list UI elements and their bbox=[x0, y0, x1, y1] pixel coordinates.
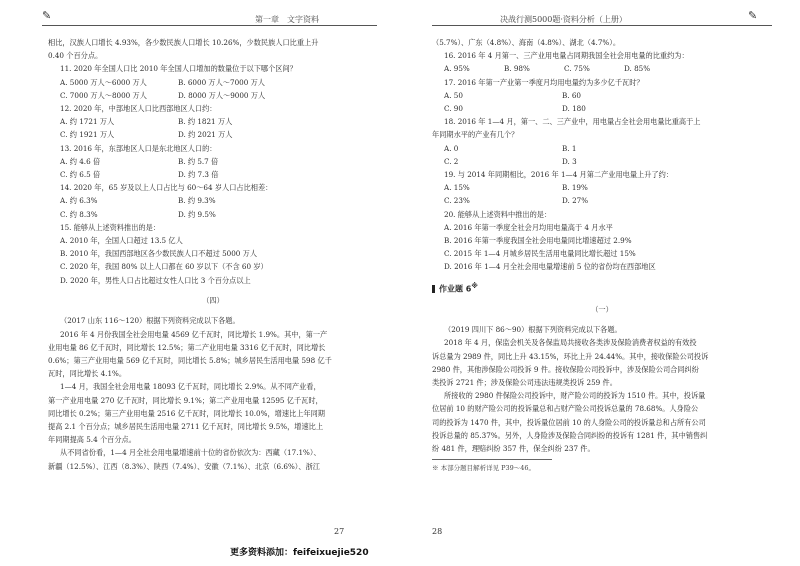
option: D. 约 9.5% bbox=[178, 209, 216, 219]
option: D. 85% bbox=[624, 64, 651, 74]
source-note: （2017 山东 116～120）根据下列资料完成以下各题。 bbox=[60, 316, 240, 326]
book-icon: ✎ bbox=[42, 9, 52, 22]
option: A. 15% bbox=[444, 183, 470, 193]
question-12: 12. 2020 年，中部地区人口比西部地区人口约： bbox=[60, 104, 217, 114]
header-book-title: 决战行测5000题·资料分析（上册） bbox=[500, 15, 627, 24]
option: D. 180 bbox=[562, 104, 586, 114]
option: A. 95% bbox=[444, 64, 470, 74]
paragraph: 提高 2.1 个百分点；城乡居民生活用电量 2711 亿千瓦时，同比增长 9.5%，增速比上 bbox=[48, 422, 324, 432]
option: C. 75% bbox=[564, 64, 590, 74]
option: C. 90 bbox=[444, 104, 463, 114]
paragraph: 0.6%；第三产业用电量 569 亿千瓦时，同比增长 5.8%；城乡居民生活用电量 598 亿千 bbox=[48, 356, 332, 366]
paragraph: 瓦时，同比增长 4.1%。 bbox=[48, 369, 127, 379]
question-11: 11. 2020 年全国人口比 2010 年全国人口增加的数量位于以下哪个区间？ bbox=[60, 64, 297, 74]
footnote: ※ 本部分题目解析详见 P39～46。 bbox=[432, 464, 536, 473]
option: D. 3 bbox=[562, 156, 577, 166]
option: A. 约 4.6 倍 bbox=[60, 156, 101, 166]
question-18-cont: 年同期水平的产业有几个？ bbox=[432, 130, 519, 140]
option: A. 2010 年，全国人口超过 13.5 亿人 bbox=[60, 236, 183, 246]
paragraph: 从不同省份看，1—4 月全社会用电量增速前十位的省份依次为：西藏（17.1%）、 bbox=[60, 448, 321, 458]
option: C. 2020 年，我国 80% 以上人口都在 60 岁以下（不含 60 岁） bbox=[60, 262, 268, 272]
page-number-right: 28 bbox=[432, 527, 443, 536]
option: B. 98% bbox=[504, 64, 530, 74]
option: D. 2016 年 1—4 月全社会用电量增速前 5 位的省份均在西部地区 bbox=[444, 262, 656, 272]
option: D. 8000 万人～9000 万人 bbox=[178, 90, 266, 100]
paragraph: 投诉总量的 85.37%。另外，人身险涉及保险合同纠纷的投诉有 1281 件，其中销售纠 bbox=[432, 430, 708, 440]
option: B. 约 5.7 倍 bbox=[178, 156, 219, 166]
option: B. 6000 万人～7000 万人 bbox=[178, 77, 265, 87]
work-title: 作业题 6 bbox=[439, 284, 472, 294]
work-section-heading bbox=[432, 280, 772, 296]
paragraph: 业用电量 86 亿千瓦时，同比增长 12.5%；第二产业用电量 3316 亿千瓦时，同比增长 bbox=[48, 342, 326, 352]
header-rule-left bbox=[42, 25, 377, 26]
paragraph: 1—4 月，我国全社会用电量 18093 亿千瓦时，同比增长 2.9%。从不同产业看， bbox=[60, 382, 321, 392]
option: B. 60 bbox=[562, 90, 581, 100]
paragraph: （5.7%）、广东（4.8%）、海南（4.8%）、湖北（4.7%）。 bbox=[432, 38, 621, 47]
paragraph: 0.40 个百分点。 bbox=[48, 51, 103, 61]
option: A. 2016 年第一季度全社会月均用电量高于 4 月水平 bbox=[444, 222, 613, 232]
option: C. 23% bbox=[444, 196, 470, 206]
option: C. 2 bbox=[444, 156, 459, 166]
paragraph: 同比增长 0.2%；第三产业用电量 2516 亿千瓦时，同比增长 10.0%，增速比上年同期 bbox=[48, 408, 325, 418]
paragraph: 2016 年 4 月份我国全社会用电量 4569 亿千瓦时，同比增长 1.9%。其中，第一产 bbox=[60, 329, 328, 339]
option: C. 约 1921 万人 bbox=[60, 130, 115, 140]
header-rule-right bbox=[432, 25, 772, 26]
option: B. 2016 年第一季度我国全社会用电量同比增速超过 2.9% bbox=[444, 236, 632, 246]
page-number-left: 27 bbox=[334, 527, 345, 536]
paragraph: 2018 年 4 月，保监会机关及各保监局共接收各类涉及保险消费者权益的有效投 bbox=[444, 338, 697, 348]
option: B. 2010 年，我国西部地区各少数民族人口不超过 5000 万人 bbox=[60, 249, 258, 259]
left-page bbox=[48, 36, 378, 473]
paragraph: 所接收的 2980 件保险公司投诉中，财产险公司的投诉为 1510 件。其中，投诉量 bbox=[444, 391, 706, 401]
question-20: 20. 能够从上述资料中推出的是： bbox=[444, 209, 552, 219]
right-page bbox=[432, 36, 772, 475]
option: D. 2020 年，男性人口占比超过女性人口比 3 个百分点以上 bbox=[60, 275, 251, 285]
work-mark: ※ bbox=[471, 281, 478, 290]
question-17: 17. 2016 年第一产业第一季度月均用电量约为多少亿千瓦时？ bbox=[444, 77, 644, 87]
question-16: 16. 2016 年 4 月第一、三产业用电量占同期我国全社会用电量的比重约为： bbox=[444, 51, 689, 61]
option: C. 约 8.3% bbox=[60, 209, 98, 219]
paragraph: 2980 件，其他涉保险公司投诉 9 件。接收保险公司投诉中，涉及保险公司合同纠纷 bbox=[432, 364, 699, 374]
paragraph: 相比，汉族人口增长 4.93%，各少数民族人口增长 10.26%，少数民族人口比重上升 bbox=[48, 38, 319, 47]
option: D. 约 7.3 倍 bbox=[178, 170, 219, 180]
option: B. 约 9.3% bbox=[178, 196, 216, 206]
question-13: 13. 2016 年，东部地区人口是东北地区人口的： bbox=[60, 143, 217, 153]
question-15: 15. 能够从上述资料推出的是： bbox=[60, 222, 160, 232]
question-14: 14. 2020 年，65 岁及以上人口占比与 60～64 岁人口占比相差： bbox=[60, 183, 273, 193]
option: B. 1 bbox=[562, 143, 577, 153]
paragraph: 第一产业用电量 270 亿千瓦时，同比增长 9.1%；第二产业用电量 12595 亿千瓦时， bbox=[48, 395, 323, 405]
option: A. 50 bbox=[444, 90, 463, 100]
paragraph: 纷 481 件，理赔纠纷 357 件，保全纠纷 237 件。 bbox=[432, 443, 595, 453]
option: A. 5000 万人～6000 万人 bbox=[60, 77, 147, 87]
footnote-rule bbox=[432, 459, 552, 460]
paragraph: 诉总量为 2989 件，同比上升 43.15%，环比上升 24.44%。其中，接收保险公司投诉 bbox=[432, 351, 709, 361]
section-title: （一） bbox=[591, 304, 613, 314]
question-19: 19. 与 2014 年同期相比，2016 年 1—4 月第二产业用电量上升了约： bbox=[444, 170, 673, 180]
option: B. 约 1821 万人 bbox=[178, 117, 233, 127]
question-18: 18. 2016 年 1—4 月，第一、二、三产业中，用电量占全社会用电量比重高于上 bbox=[444, 117, 701, 127]
book-icon-right: ✎ bbox=[748, 9, 758, 22]
paragraph: 新疆（12.5%）、江西（8.3%）、陕西（7.4%）、安徽（7.1%）、北京（6.6%）、浙江 bbox=[48, 461, 320, 471]
section-title: （四） bbox=[202, 296, 224, 306]
source-note: （2019 四川下 86～90）根据下列资料完成以下各题。 bbox=[444, 325, 622, 335]
header-chapter: 第一章 文字资料 bbox=[255, 15, 319, 24]
paragraph: 司的投诉为 1470 件，其中，投诉量位居前 10 的人身险公司的投诉量总和占所有公司 bbox=[432, 417, 706, 427]
option: C. 约 6.5 倍 bbox=[60, 170, 101, 180]
option: B. 19% bbox=[562, 183, 588, 193]
paragraph: 类投诉 2721 件；涉及保险公司违法违规类投诉 259 件。 bbox=[432, 377, 617, 387]
paragraph: 年同期提高 5.4 个百分点。 bbox=[48, 435, 136, 445]
option: C. 2015 年 1—4 月城乡居民生活用电量同比增长超过 15% bbox=[444, 249, 636, 259]
option: C. 7000 万人～8000 万人 bbox=[60, 90, 147, 100]
option: D. 27% bbox=[562, 196, 589, 206]
option: A. 约 1721 万人 bbox=[60, 117, 115, 127]
option: A. 0 bbox=[444, 143, 459, 153]
section-bar-icon bbox=[432, 285, 435, 293]
option: D. 约 2021 万人 bbox=[178, 130, 233, 140]
paragraph: 位居前 10 的财产险公司的投诉量总和占财产险公司投诉总量的 78.68%。人身险公 bbox=[432, 404, 699, 414]
footer-watermark-text: 更多资料添加：feifeixuejie520 bbox=[230, 548, 369, 558]
option: A. 约 6.3% bbox=[60, 196, 98, 206]
